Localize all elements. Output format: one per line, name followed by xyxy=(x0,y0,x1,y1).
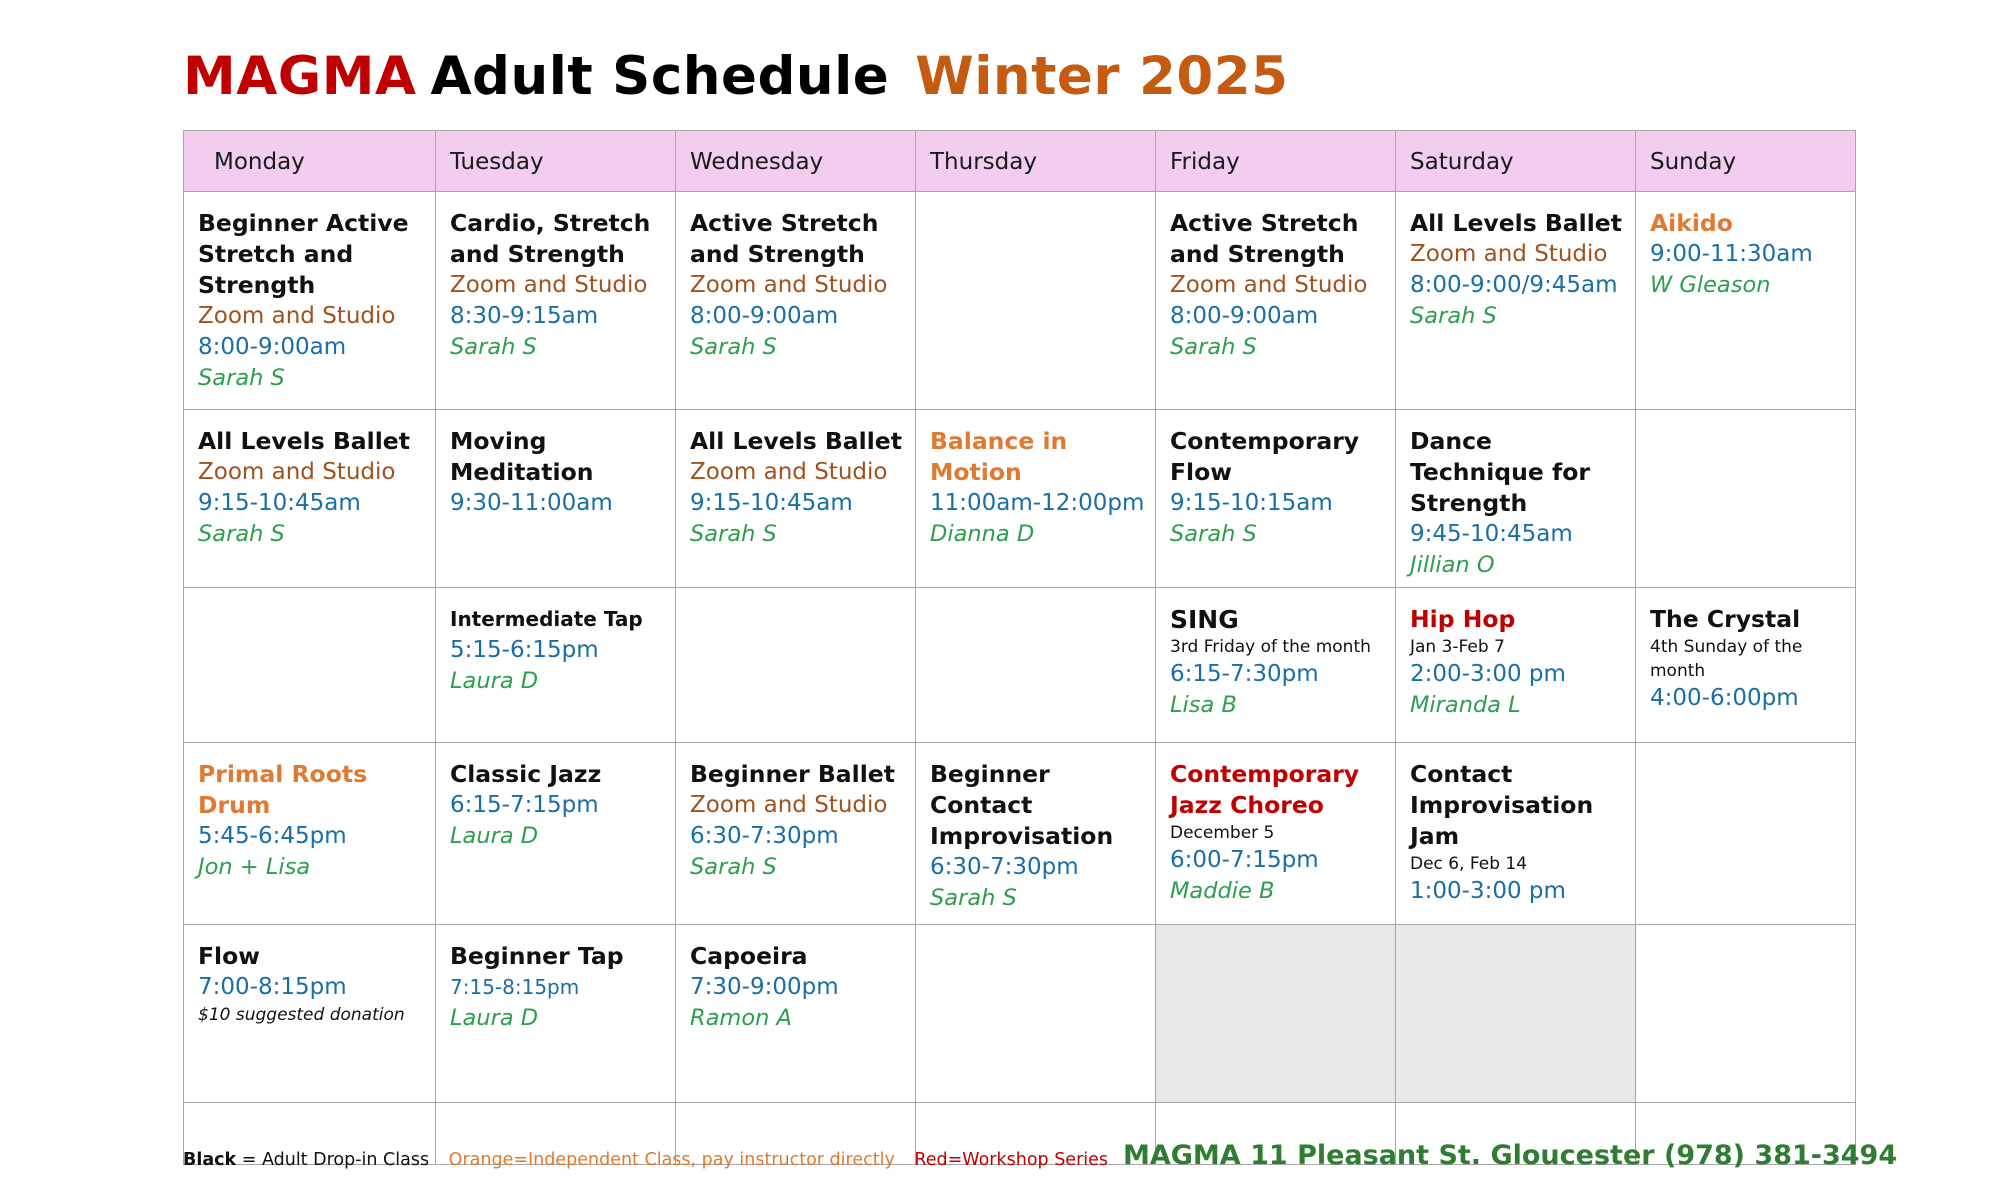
schedule-cell-saturday xyxy=(1396,588,1636,743)
class-instructor: Laura D xyxy=(450,668,539,694)
schedule-cell-wednesday xyxy=(676,743,916,925)
schedule-cell-sunday xyxy=(1636,588,1856,743)
day-header-sunday: Sunday xyxy=(1636,131,1856,192)
schedule-cell-monday xyxy=(184,925,436,1103)
class-instructor: Sarah S xyxy=(1170,521,1257,547)
class-instructor: Sarah S xyxy=(450,334,537,360)
class-instructor: Sarah S xyxy=(690,334,777,360)
class-time: 8:00-9:00am xyxy=(198,334,347,360)
schedule-row xyxy=(184,192,1856,410)
class-time: 1:00-3:00 pm xyxy=(1410,878,1566,904)
class-name: Active Stretch and Strength xyxy=(690,209,879,268)
class-note: 3rd Friday of the month xyxy=(1170,637,1371,657)
class-instructor: Dianna D xyxy=(930,521,1035,547)
schedule-cell-tuesday xyxy=(436,192,676,410)
footer-address: MAGMA 11 Pleasant St. Gloucester (978) 381-3494 xyxy=(1123,1140,1898,1171)
class-time: 9:15-10:45am xyxy=(198,490,361,516)
class-time: 8:00-9:00am xyxy=(690,303,839,329)
class-instructor: Jon + Lisa xyxy=(198,854,311,880)
class-name: All Levels Ballet xyxy=(1410,209,1622,237)
class-time: 9:30-11:00am xyxy=(450,490,613,516)
schedule-cell-tuesday xyxy=(436,743,676,925)
class-location: Zoom and Studio xyxy=(198,303,396,329)
class-note: Dec 6, Feb 14 xyxy=(1410,854,1528,874)
class-instructor: Maddie B xyxy=(1170,878,1275,904)
class-time: 7:00-8:15pm xyxy=(198,974,347,1000)
class-time: 5:15-6:15pm xyxy=(450,637,599,663)
class-name: Aikido xyxy=(1650,209,1733,237)
class-location: Zoom and Studio xyxy=(450,272,648,298)
day-header-saturday: Saturday xyxy=(1396,131,1636,192)
day-header-monday: Monday xyxy=(184,131,436,192)
class-instructor: Lisa B xyxy=(1170,692,1237,718)
legend-black-key: Black xyxy=(183,1150,237,1170)
day-header-tuesday: Tuesday xyxy=(436,131,676,192)
schedule-cell-saturday xyxy=(1396,410,1636,588)
class-note: 4th Sunday of the month xyxy=(1650,637,1803,681)
class-name: SING xyxy=(1170,605,1239,634)
schedule-cell-friday xyxy=(1156,743,1396,925)
class-instructor: Miranda L xyxy=(1410,692,1521,718)
class-name: Balance in Motion xyxy=(930,427,1068,486)
class-time: 9:00-11:30am xyxy=(1650,241,1813,267)
schedule-cell-saturday xyxy=(1396,925,1636,1103)
class-name: Intermediate Tap xyxy=(450,607,643,631)
class-location: Zoom and Studio xyxy=(690,459,888,485)
title-season: Winter 2025 xyxy=(915,46,1289,107)
class-name: The Crystal xyxy=(1650,605,1801,633)
class-time: 8:30-9:15am xyxy=(450,303,599,329)
class-time: 7:30-9:00pm xyxy=(690,974,839,1000)
schedule-row xyxy=(184,410,1856,588)
class-name: Contact Improvisation Jam xyxy=(1410,760,1594,850)
schedule-cell-thursday xyxy=(916,743,1156,925)
class-name: Capoeira xyxy=(690,942,808,970)
class-time: 2:00-3:00 pm xyxy=(1410,661,1566,687)
schedule-cell-monday xyxy=(184,410,436,588)
class-time: 6:15-7:15pm xyxy=(450,792,599,818)
class-name: Primal Roots Drum xyxy=(198,760,368,819)
legend-black-text: = Adult Drop-in Class xyxy=(236,1150,430,1170)
class-location: Zoom and Studio xyxy=(1170,272,1368,298)
schedule-row xyxy=(184,588,1856,743)
schedule-row xyxy=(184,743,1856,925)
day-header-wednesday: Wednesday xyxy=(676,131,916,192)
class-instructor: W Gleason xyxy=(1650,272,1771,298)
class-name: Beginner Tap xyxy=(450,942,624,970)
class-name: Hip Hop xyxy=(1410,605,1516,633)
class-instructor: Laura D xyxy=(450,1005,539,1031)
class-name: Beginner Contact Improvisation xyxy=(930,760,1114,850)
schedule-cell-wednesday xyxy=(676,410,916,588)
schedule-cell-friday xyxy=(1156,192,1396,410)
class-time: 7:15-8:15pm xyxy=(450,975,580,999)
class-time: 6:00-7:15pm xyxy=(1170,847,1319,873)
schedule-table xyxy=(183,130,1856,1165)
page-title xyxy=(183,46,1288,107)
class-instructor: Sarah S xyxy=(1170,334,1257,360)
class-name: All Levels Ballet xyxy=(690,427,902,455)
class-time: 9:15-10:15am xyxy=(1170,490,1333,516)
header-row xyxy=(184,131,1856,192)
class-instructor: Laura D xyxy=(450,823,539,849)
class-time: 6:30-7:30pm xyxy=(930,854,1079,880)
class-name: Beginner Ballet xyxy=(690,760,895,788)
schedule-cell-saturday xyxy=(1396,192,1636,410)
class-location: Zoom and Studio xyxy=(1410,241,1608,267)
schedule-cell-sunday xyxy=(1636,925,1856,1103)
class-name: Moving Meditation xyxy=(450,427,594,486)
class-name: Beginner Active Stretch and Strength xyxy=(198,209,409,299)
class-time: 5:45-6:45pm xyxy=(198,823,347,849)
class-time: 9:45-10:45am xyxy=(1410,521,1573,547)
title-main: Adult Schedule xyxy=(430,46,890,107)
class-location: Zoom and Studio xyxy=(690,792,888,818)
class-location: Zoom and Studio xyxy=(690,272,888,298)
class-instructor: Ramon A xyxy=(690,1005,792,1031)
schedule-row xyxy=(184,925,1856,1103)
schedule-cell-friday xyxy=(1156,925,1396,1103)
class-time: 8:00-9:00/9:45am xyxy=(1410,272,1618,298)
class-name: Contemporary Flow xyxy=(1170,427,1360,486)
class-name: All Levels Ballet xyxy=(198,427,410,455)
class-time: 11:00am-12:00pm xyxy=(930,490,1145,516)
schedule-cell-wednesday xyxy=(676,192,916,410)
class-name: Cardio, Stretch and Strength xyxy=(450,209,651,268)
class-time: 6:30-7:30pm xyxy=(690,823,839,849)
schedule-cell-wednesday xyxy=(676,588,916,743)
legend xyxy=(183,1150,1108,1170)
schedule-cell-tuesday xyxy=(436,588,676,743)
schedule-cell-monday xyxy=(184,588,436,743)
schedule-cell-friday xyxy=(1156,410,1396,588)
schedule-cell-thursday xyxy=(916,410,1156,588)
class-instructor: Sarah S xyxy=(930,885,1017,911)
schedule-cell-tuesday xyxy=(436,925,676,1103)
day-header-thursday: Thursday xyxy=(916,131,1156,192)
schedule-cell-sunday xyxy=(1636,192,1856,410)
class-time: 4:00-6:00pm xyxy=(1650,685,1799,711)
class-instructor: Sarah S xyxy=(198,521,285,547)
class-name: Active Stretch and Strength xyxy=(1170,209,1359,268)
class-instructor: Sarah S xyxy=(198,365,285,391)
schedule-cell-friday xyxy=(1156,588,1396,743)
class-note: $10 suggested donation xyxy=(198,1005,405,1025)
schedule-cell-thursday xyxy=(916,192,1156,410)
class-instructor: Jillian O xyxy=(1410,552,1495,578)
class-note: December 5 xyxy=(1170,823,1275,843)
day-header-friday: Friday xyxy=(1156,131,1396,192)
schedule-cell-saturday xyxy=(1396,743,1636,925)
class-instructor: Sarah S xyxy=(690,854,777,880)
class-instructor: Sarah S xyxy=(690,521,777,547)
schedule-cell-thursday xyxy=(916,925,1156,1103)
class-name: Dance Technique for Strength xyxy=(1410,427,1590,517)
schedule-cell-thursday xyxy=(916,588,1156,743)
legend-red: Red=Workshop Series xyxy=(914,1150,1109,1170)
schedule-cell-sunday xyxy=(1636,743,1856,925)
title-magma: MAGMA xyxy=(183,46,417,107)
class-note: Jan 3-Feb 7 xyxy=(1410,637,1505,657)
class-time: 8:00-9:00am xyxy=(1170,303,1319,329)
schedule-cell-tuesday xyxy=(436,410,676,588)
class-name: Flow xyxy=(198,942,260,970)
class-name: Contemporary Jazz Choreo xyxy=(1170,760,1360,819)
legend-orange: Orange=Independent Class, pay instructor directly xyxy=(448,1150,895,1170)
class-location: Zoom and Studio xyxy=(198,459,396,485)
class-time: 6:15-7:30pm xyxy=(1170,661,1319,687)
legend-black xyxy=(183,1150,429,1170)
class-instructor: Sarah S xyxy=(1410,303,1497,329)
schedule-cell-monday xyxy=(184,743,436,925)
schedule-cell-sunday xyxy=(1636,410,1856,588)
class-time: 9:15-10:45am xyxy=(690,490,853,516)
schedule-cell-monday xyxy=(184,192,436,410)
schedule-cell-wednesday xyxy=(676,925,916,1103)
class-name: Classic Jazz xyxy=(450,760,602,788)
